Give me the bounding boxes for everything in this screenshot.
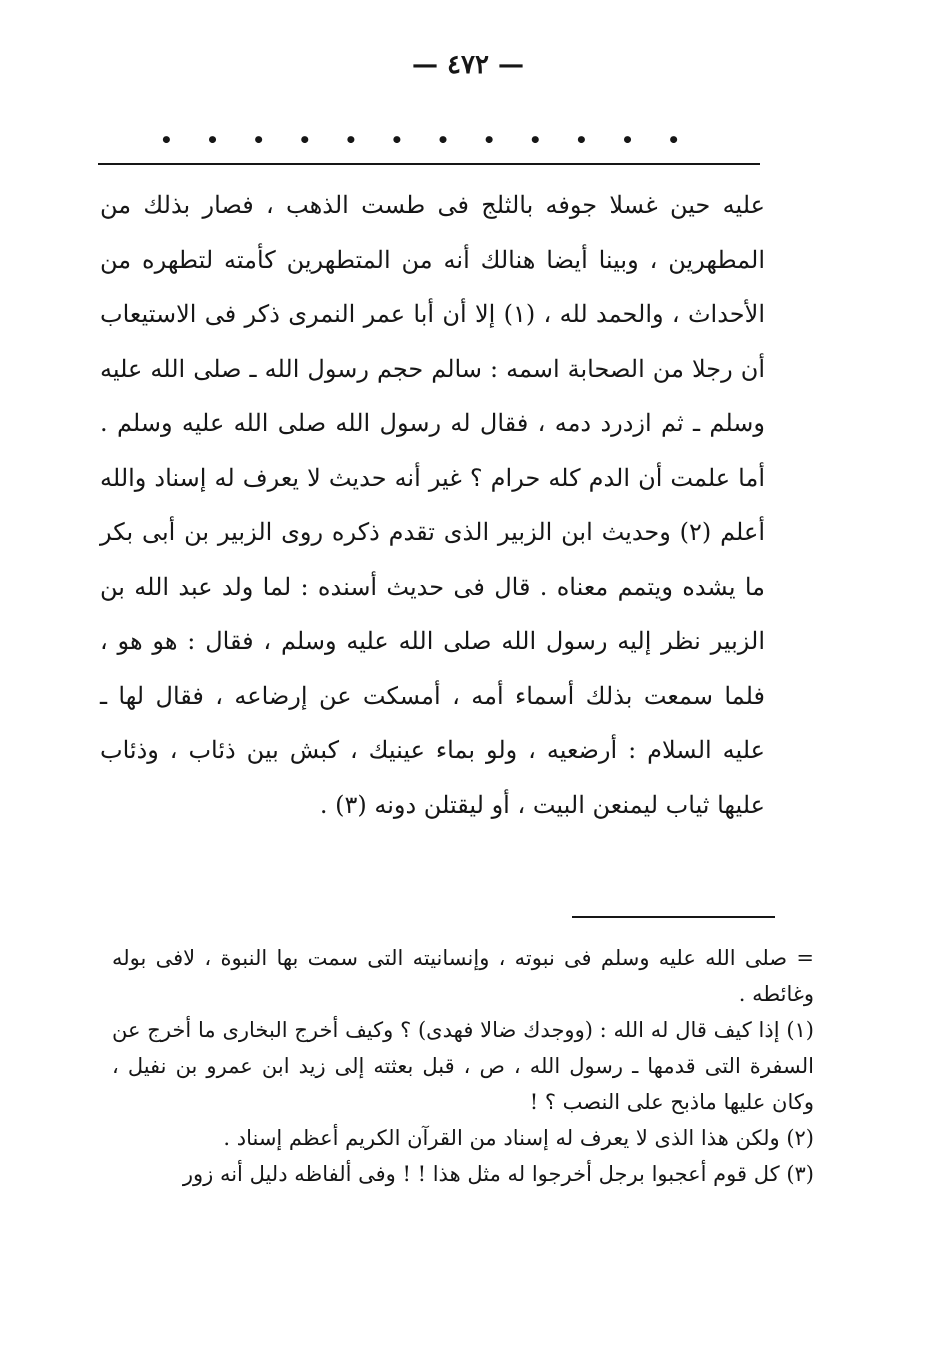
- separator-dot: •: [574, 128, 588, 152]
- header-rule: [98, 163, 760, 165]
- footnote-rule: [572, 916, 775, 918]
- footnote-2: (٢) ولكن هذا الذى لا يعرف له إسناد من القرآن الكريم أعظم إسناد .: [223, 1126, 814, 1150]
- body-paragraph: عليه حين غسلا جوفه بالثلج فى طست الذهب ، فصار بذلك من المطهرين ، وبينا أيضا هنالك أنه من المتطهرين كأمته لتطهره من الأحداث ، والحمد لله ، (١) إلا أن أبا عمر النمرى ذكر فى الاستيعاب أن رجلا من الصحابة اسمه : سالم حجم رسول الله ـ صلى الله عليه وسلم ـ ثم ازدرد دمه ، فقال له رسول الله صلى الله عليه وسلم . أما علمت أن الدم كله حرام ؟ غير أنه حديث لا يعرف له إسناد والله أعلم (٢) وحديث ابن الزبير الذى تقدم ذكره روى الزبير بن أبى بكر ما يشده ويتمم معناه . قال فى حديث أسنده : لما ولد عبد الله بن الزبير نظر إليه رسول الله صلى الله عليه وسلم ، فقال : هو هو ، فلما سمعت بذلك أسماء أمه ، أمسكت عن إرضاعه ، فقال لها ـ عليه السلام : أرضعيه ، ولو بماء عينيك ، كبش بين ذئاب ، وذئاب عليها ثياب ليمنعن البيت ، أو ليقتلن دونه (٣) .: [100, 191, 765, 819]
- separator-dot: •: [390, 128, 404, 152]
- separator-dot: •: [436, 128, 450, 152]
- footnote-continuation: = صلى الله عليه وسلم فى نبوته ، وإنسانيته التى سمت بها النبوة ، لافى بوله وغائطه .: [112, 946, 815, 1006]
- separator-dot: •: [298, 128, 312, 152]
- separator-dot: •: [160, 128, 173, 152]
- separator-dot: •: [621, 128, 634, 152]
- separator-dots: [160, 128, 680, 152]
- footnote-3: (٣) كل قوم أعجبوا برجل أخرجوا له مثل هذا ! ! وفى ألفاظه دليل أنه زور: [182, 1162, 814, 1186]
- footnotes: [112, 940, 814, 1192]
- separator-dot: •: [252, 128, 266, 152]
- main-text: [100, 178, 765, 832]
- separator-dot: •: [667, 128, 680, 152]
- separator-dot: •: [206, 128, 219, 152]
- separator-dot: •: [528, 128, 542, 152]
- separator-dot: •: [344, 128, 358, 152]
- page-number: — ٤٧٢ —: [411, 50, 525, 80]
- separator-dot: •: [482, 128, 496, 152]
- footnote-1: (١) إذا كيف قال له الله : (ووجدك ضالا فهدى) ؟ وكيف أخرج البخارى ما أخرج عن السفرة التى قدمها ـ رسول الله ، ص ، قبل بعثته إلى زيد ابن عمرو بن نفيل ، وكان عليها ماذبح على النصب ؟ !: [112, 1018, 814, 1114]
